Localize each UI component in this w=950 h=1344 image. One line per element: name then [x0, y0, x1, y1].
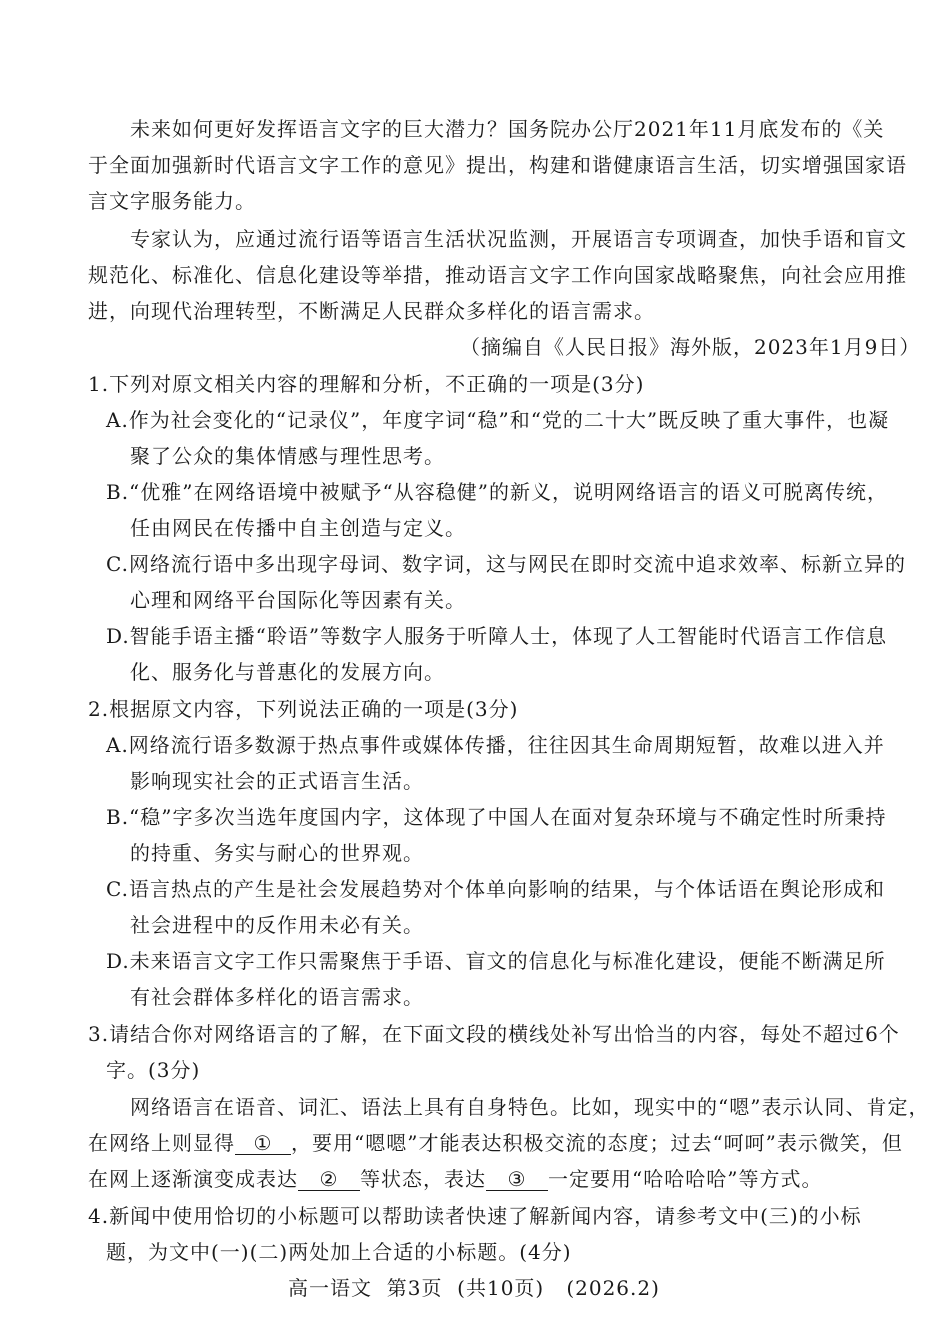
q3-text: 在网上逐渐演变成表达: [88, 1167, 298, 1191]
answer-blank-2[interactable]: ②: [298, 1168, 360, 1191]
q3-paragraph-line: 网络语言在语音、词汇、语法上具有自身特色。比如，现实中的“嗯”表示认同、肯定，: [130, 1095, 930, 1119]
q1-option-d-cont: 化、服务化与普惠化的发展方向。: [130, 660, 445, 684]
question-1-stem: 1.下列对原文相关内容的理解和分析，不正确的一项是(3分): [88, 372, 645, 396]
q1-option-b: B.“优雅”在网络语境中被赋予“从容稳健”的新义，说明网络语言的语义可脱离传统，: [106, 480, 888, 504]
q1-option-b-cont: 任由网民在传播中自主创造与定义。: [130, 516, 466, 540]
q3-text: 在网络上则显得: [88, 1131, 235, 1155]
q2-option-d-cont: 有社会群体多样化的语言需求。: [130, 985, 424, 1009]
passage-source: （摘编自《人民日报》海外版，2023年1月9日）: [460, 335, 921, 359]
passage-line: 专家认为，应通过流行语等语言生活状况监测，开展语言专项调查，加快手语和盲文: [130, 227, 907, 251]
footer-subject: 高一语文: [288, 1276, 372, 1300]
q1-option-a-cont: 聚了公众的集体情感与理性思考。: [130, 444, 445, 468]
question-2-stem: 2.根据原文内容，下列说法正确的一项是(3分): [88, 697, 519, 721]
answer-blank-1[interactable]: ①: [235, 1132, 291, 1155]
footer-total-pages: (共10页): [457, 1276, 545, 1300]
q2-option-b: B.“稳”字多次当选年度国内字，这体现了中国人在面对复杂环境与不确定性时所秉持: [106, 805, 887, 829]
question-4-stem-cont: 题，为文中(一)(二)两处加上合适的小标题。(4分): [106, 1240, 572, 1264]
q2-option-c: C.语言热点的产生是社会发展趋势对个体单向影响的结果，与个体话语在舆论形成和: [106, 877, 885, 901]
passage-line: 于全面加强新时代语言文字工作的意见》提出，构建和谐健康语言生活，切实增强国家语: [88, 153, 907, 177]
q2-option-c-cont: 社会进程中的反作用未必有关。: [130, 913, 424, 937]
q1-option-c-cont: 心理和网络平台国际化等因素有关。: [130, 588, 466, 612]
q3-text: 一定要用“哈哈哈哈”等方式。: [548, 1167, 823, 1191]
answer-blank-3[interactable]: ③: [486, 1168, 548, 1191]
footer-date: (2026.2): [566, 1276, 660, 1300]
passage-line: 规范化、标准化、信息化建设等举措，推动语言文字工作向国家战略聚焦，向社会应用推: [88, 263, 907, 287]
q3-text: 等状态，表达: [360, 1167, 486, 1191]
passage-line: 言文字服务能力。: [88, 189, 256, 213]
passage-line: 进，向现代治理转型，不断满足人民群众多样化的语言需求。: [88, 299, 655, 323]
q2-option-b-cont: 的持重、务实与耐心的世界观。: [130, 841, 424, 865]
q3-paragraph-line: [88, 1164, 822, 1194]
q2-option-d: D.未来语言文字工作只需聚焦于手语、盲文的信息化与标准化建设，便能不断满足所: [106, 949, 886, 973]
passage-line: 未来如何更好发挥语言文字的巨大潜力？国务院办公厅2021年11月底发布的《关: [130, 117, 885, 141]
q2-option-a-cont: 影响现实社会的正式语言生活。: [130, 769, 424, 793]
q3-text: ，要用“嗯嗯”才能表达积极交流的态度；过去“呵呵”表示微笑，但: [291, 1131, 903, 1155]
footer-page-number: 第3页: [386, 1276, 443, 1300]
q1-option-c: C.网络流行语中多出现字母词、数字词，这与网民在即时交流中追求效率、标新立异的: [106, 552, 906, 576]
q2-option-a: A.网络流行语多数源于热点事件或媒体传播，往往因其生命周期短暂，故难以进入并: [106, 733, 885, 757]
question-3-stem: 3.请结合你对网络语言的了解，在下面文段的横线处补写出恰当的内容，每处不超过6个: [88, 1022, 900, 1046]
q3-paragraph-line: [88, 1128, 903, 1158]
q1-option-d: D.智能手语主播“聆语”等数字人服务于听障人士，体现了人工智能时代语言工作信息: [106, 624, 888, 648]
q1-option-a: A.作为社会变化的“记录仪”，年度字词“稳”和“党的二十大”既反映了重大事件，也凝: [106, 408, 890, 432]
question-3-stem-cont: 字。(3分): [106, 1058, 201, 1082]
question-4-stem: 4.新闻中使用恰切的小标题可以帮助读者快速了解新闻内容，请参考文中(三)的小标: [88, 1204, 862, 1228]
page-footer: [288, 1273, 660, 1303]
